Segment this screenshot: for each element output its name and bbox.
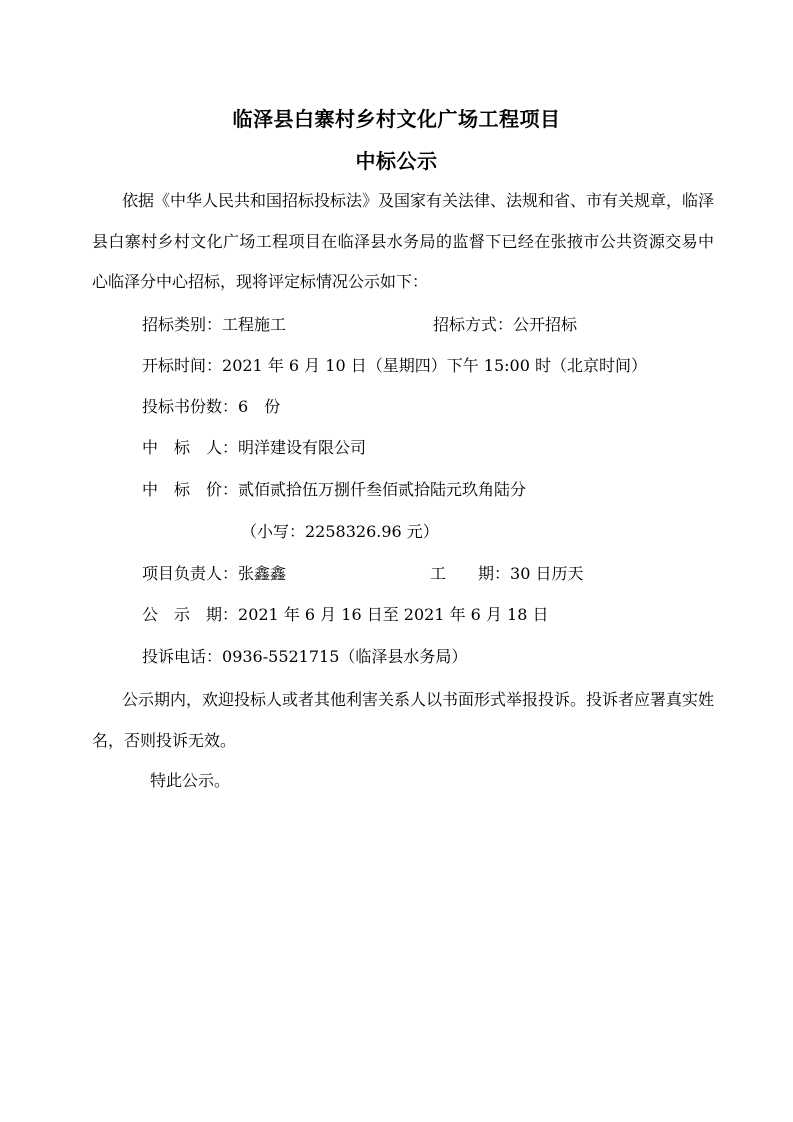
bid-category-label: 招标类别： (142, 315, 223, 334)
bid-copies-row (142, 395, 280, 419)
publicity-period-label: 公 示 期： (142, 605, 239, 624)
price-row (142, 478, 526, 502)
notice-paragraph (92, 680, 714, 761)
document-title: 临泽县白寨村乡村文化广场工程项目 (232, 107, 561, 131)
winner-row (142, 436, 366, 460)
duration-row (430, 562, 583, 586)
intro-text: 依据《中华人民共和国招标投标法》及国家有关法律、法规和省、市有关规章，临泽县白寨村乡村文化广场工程项目在临泽县水务局的监督下已经在张掖市公共资源交易中心临泽分中心招标，现将评定标情况公示如下： (92, 191, 715, 291)
price-value-upper: 贰佰贰拾伍万捌仟叁佰贰拾陆元玖角陆分 (238, 480, 527, 499)
duration-value: 30 日历天 (510, 564, 584, 583)
price-label: 中 标 价： (142, 480, 239, 499)
publicity-period-row (142, 603, 548, 627)
winner-label: 中 标 人： (142, 438, 239, 457)
project-manager-value: 张鑫鑫 (238, 564, 287, 583)
document-subtitle: 中标公示 (355, 149, 438, 173)
publicity-period-value: 2021 年 6 月 16 日至 2021 年 6 月 18 日 (238, 605, 549, 624)
opening-time-row (142, 354, 647, 378)
project-manager-label: 项目负责人： (142, 564, 239, 583)
bid-copies-value: 6 份 (238, 397, 281, 416)
complaint-phone-row (142, 645, 467, 669)
opening-time-label: 开标时间： (142, 356, 223, 375)
bid-copies-label: 投标书份数： (142, 397, 239, 416)
closing-text: 特此公示。 (150, 771, 231, 790)
opening-time-value: 2021 年 6 月 10 日（星期四）下午 15:00 时（北京时间） (222, 356, 647, 375)
complaint-phone-value: 0936-5521715（临泽县水务局） (222, 647, 468, 666)
bid-method-value: 公开招标 (513, 315, 578, 334)
project-manager-row (142, 562, 286, 586)
duration-label: 工 期： (430, 564, 511, 583)
bid-category-row (142, 313, 286, 337)
bid-category-value: 工程施工 (222, 315, 287, 334)
notice-text: 公示期内，欢迎投标人或者其他利害关系人以书面形式举报投诉。投诉者应署真实姓名，否则投诉无效。 (92, 690, 715, 750)
intro-paragraph (92, 181, 714, 303)
price-row-lower (241, 520, 439, 544)
bid-method-row (433, 313, 577, 337)
closing-line (150, 769, 230, 793)
price-value-lower: （小写：2258326.96 元） (241, 522, 439, 541)
bid-method-label: 招标方式： (433, 315, 514, 334)
complaint-phone-label: 投诉电话： (142, 647, 223, 666)
winner-value: 明洋建设有限公司 (238, 438, 367, 457)
